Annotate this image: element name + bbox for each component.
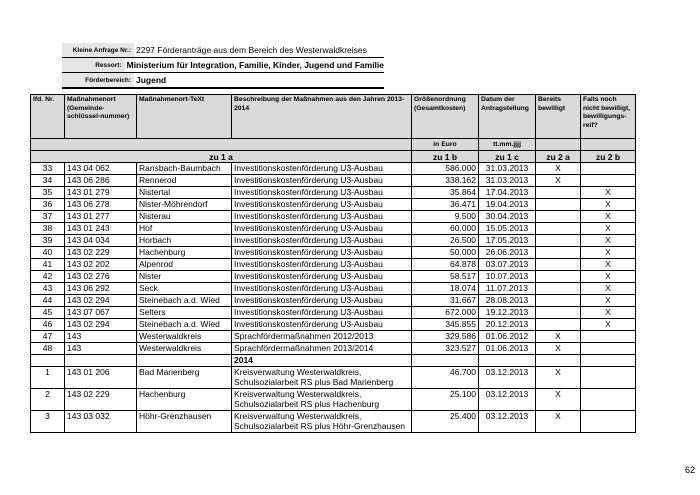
cell-ort: 143 01 206 — [65, 367, 137, 389]
cell-datum: 19.12.2013 — [479, 307, 536, 319]
cell-datum: 03.12.2013 — [479, 367, 536, 389]
year-label: 2014 — [232, 355, 412, 367]
cell-ort-text: Alpenrod — [137, 259, 232, 271]
cell-datum: 01.06.2013 — [479, 343, 536, 355]
col-header-nicht-bewilligt: Falls noch nicht bewilligt, bewilligungs-reif? — [581, 95, 636, 139]
cell-datum: 31.03.2013 — [479, 175, 536, 187]
cell-nicht-bewilligt: X — [581, 235, 636, 247]
col-header-beschreibung: Beschreibung der Maßnahmen aus den Jahren 2013-2014 — [232, 95, 412, 139]
cell-groesse: 18.074 — [412, 283, 479, 295]
cell-datum: 28.08.2013 — [479, 295, 536, 307]
cell-datum: 15.05.2013 — [479, 223, 536, 235]
ref-zu1b: zu 1 b — [412, 151, 479, 163]
cell-nr: 47 — [31, 331, 65, 343]
cell-nr: 36 — [31, 199, 65, 211]
cell-bewilligt: X — [536, 389, 581, 411]
col-header-bewilligt: Bereits bewilligt — [536, 95, 581, 139]
cell-nr: 37 — [31, 211, 65, 223]
cell-bewilligt: X — [536, 331, 581, 343]
cell-nr: 43 — [31, 283, 65, 295]
cell-groesse: 672.000 — [412, 307, 479, 319]
cell-nicht-bewilligt — [581, 343, 636, 355]
table-row — [31, 295, 636, 307]
year-separator-row — [31, 355, 636, 367]
cell-datum: 20.12.2013 — [479, 319, 536, 331]
cell-beschreibung: Investitionskostenförderung U3-Ausbau — [232, 259, 412, 271]
cell-ort: 143 02 229 — [65, 389, 137, 411]
cell-bewilligt — [536, 223, 581, 235]
cell-ort-text: Nister-Möhrendorf — [137, 199, 232, 211]
cell-ort: 143 06 292 — [65, 283, 137, 295]
cell-nicht-bewilligt: X — [581, 271, 636, 283]
cell-nr: 35 — [31, 187, 65, 199]
ref-zu1c: zu 1 c — [479, 151, 536, 163]
cell-groesse: 323.527 — [412, 343, 479, 355]
cell-ort: 143 — [65, 343, 137, 355]
cell-beschreibung: Investitionskostenförderung U3-Ausbau — [232, 247, 412, 259]
cell-nicht-bewilligt — [581, 163, 636, 175]
cell-ort-text: Steinebach a.d. Wied — [137, 295, 232, 307]
cell-empty — [479, 355, 536, 367]
cell-nr: 41 — [31, 259, 65, 271]
col-header-ort: Maßnahmenort (Gemeinde-schlüssel-nummer) — [65, 95, 137, 139]
cell-datum: 30.04.2013 — [479, 211, 536, 223]
table-row — [31, 199, 636, 211]
cell-groesse: 9.500 — [412, 211, 479, 223]
cell-ort-text: Hof — [137, 223, 232, 235]
cell-bewilligt — [536, 307, 581, 319]
ref-zu1a: zu 1 a — [31, 151, 412, 163]
cell-nicht-bewilligt: X — [581, 319, 636, 331]
cell-groesse: 46.700 — [412, 367, 479, 389]
anfrage-value: 2297 Förderanträge aus dem Bereich des Westerwaldkreises — [136, 45, 367, 55]
cell-datum: 03.12.2013 — [479, 411, 536, 433]
cell-bewilligt: X — [536, 367, 581, 389]
ressort-label: Ressort: — [62, 58, 125, 72]
cell-empty — [137, 355, 232, 367]
cell-datum: 10.07.2013 — [479, 271, 536, 283]
cell-bewilligt: X — [536, 343, 581, 355]
cell-ort-text: Seck — [137, 283, 232, 295]
ref-zu2a: zu 2 a — [536, 151, 581, 163]
foerderbereich-row — [62, 73, 384, 89]
ref-zu2b: zu 2 b — [581, 151, 636, 163]
cell-nicht-bewilligt: X — [581, 211, 636, 223]
cell-ort: 143 04 034 — [65, 235, 137, 247]
cell-groesse: 31.667 — [412, 295, 479, 307]
cell-ort: 143 02 202 — [65, 259, 137, 271]
cell-datum: 01.06.2012 — [479, 331, 536, 343]
cell-nicht-bewilligt: X — [581, 295, 636, 307]
cell-bewilligt: X — [536, 175, 581, 187]
cell-nr: 45 — [31, 307, 65, 319]
cell-beschreibung: Investitionskostenförderung U3-Ausbau — [232, 283, 412, 295]
cell-beschreibung: Investitionskostenförderung U3-Ausbau — [232, 271, 412, 283]
cell-ort: 143 01 279 — [65, 187, 137, 199]
cell-nicht-bewilligt — [581, 411, 636, 433]
foerderbereich-label: Förderbereich: — [62, 73, 134, 87]
cell-groesse: 338.162 — [412, 175, 479, 187]
units-row — [31, 139, 636, 151]
table-row — [31, 343, 636, 355]
cell-empty — [412, 355, 479, 367]
cell-datum: 11.07.2013 — [479, 283, 536, 295]
cell-groesse: 50.000 — [412, 247, 479, 259]
cell-beschreibung: Investitionskostenförderung U3-Ausbau — [232, 211, 412, 223]
table-row — [31, 259, 636, 271]
cell-datum: 26.06.2013 — [479, 247, 536, 259]
page-number: 62 — [684, 465, 695, 475]
cell-beschreibung: Investitionskostenförderung U3-Ausbau — [232, 295, 412, 307]
cell-beschreibung: Investitionskostenförderung U3-Ausbau — [232, 163, 412, 175]
cell-beschreibung: Investitionskostenförderung U3-Ausbau — [232, 223, 412, 235]
col-header-groesse: Größenordnung (Gesamtkosten) — [412, 95, 479, 139]
cell-nicht-bewilligt — [581, 367, 636, 389]
cell-empty — [65, 355, 137, 367]
cell-ort-text: Steinebach a.d. Wied — [137, 319, 232, 331]
cell-nr: 48 — [31, 343, 65, 355]
cell-nr: 34 — [31, 175, 65, 187]
cell-groesse: 36.471 — [412, 199, 479, 211]
cell-ort: 143 03 032 — [65, 411, 137, 433]
unit-date-format: tt.mm.jjjj — [479, 139, 536, 151]
beschreibung-line-1: Kreisverwaltung Westerwaldkreis, — [234, 389, 362, 399]
document-header — [62, 43, 384, 89]
cell-datum: 17.04.2013 — [479, 187, 536, 199]
col-header-nr: lfd. Nr. — [31, 95, 65, 139]
cell-nicht-bewilligt: X — [581, 283, 636, 295]
col-header-ort-text: Maßnahmenort-TeXt — [137, 95, 232, 139]
table-row — [31, 223, 636, 235]
beschreibung-line-2: Schulsozialarbeit RS plus Hachenburg — [234, 399, 380, 409]
cell-ort-text: Hachenburg — [137, 247, 232, 259]
cell-ort: 143 02 294 — [65, 319, 137, 331]
table-row — [31, 175, 636, 187]
cell-nicht-bewilligt: X — [581, 199, 636, 211]
table-row — [31, 331, 636, 343]
anfrage-label: Kleine Anfrage Nr.: — [62, 43, 134, 57]
cell-ort-text: Rennerod — [137, 175, 232, 187]
cell-groesse: 60.000 — [412, 223, 479, 235]
cell-ort-text: Nister — [137, 271, 232, 283]
col-header-datum: Datum der Antragstellung — [479, 95, 536, 139]
cell-ort: 143 02 229 — [65, 247, 137, 259]
cell-nr: 3 — [31, 411, 65, 433]
cell-beschreibung — [232, 411, 412, 433]
cell-nr: 33 — [31, 163, 65, 175]
ressort-row — [62, 58, 384, 73]
cell-ort-text: Hachenburg — [137, 389, 232, 411]
cell-nicht-bewilligt — [581, 331, 636, 343]
foerderbereich-value: Jugend — [136, 75, 167, 85]
cell-bewilligt: X — [536, 163, 581, 175]
cell-groesse: 26.500 — [412, 235, 479, 247]
cell-nr: 39 — [31, 235, 65, 247]
cell-groesse: 586.000 — [412, 163, 479, 175]
cell-beschreibung: Sprachfördermaßnahmen 2013/2014 — [232, 343, 412, 355]
cell-ort: 143 — [65, 331, 137, 343]
cell-bewilligt — [536, 235, 581, 247]
table-row — [31, 307, 636, 319]
table-row — [31, 319, 636, 331]
cell-nr: 42 — [31, 271, 65, 283]
table-row — [31, 411, 636, 433]
cell-nicht-bewilligt: X — [581, 307, 636, 319]
cell-ort-text: Höhr-Grenzhausen — [137, 411, 232, 433]
cell-beschreibung — [232, 367, 412, 389]
cell-ort-text: Selters — [137, 307, 232, 319]
cell-beschreibung: Investitionskostenförderung U3-Ausbau — [232, 199, 412, 211]
cell-ort: 143 07 067 — [65, 307, 137, 319]
cell-empty — [581, 355, 636, 367]
foerderantraege-table — [30, 94, 636, 433]
cell-ort-text: Ransbach-Baumbach — [137, 163, 232, 175]
cell-beschreibung: Investitionskostenförderung U3-Ausbau — [232, 307, 412, 319]
cell-groesse: 58.517 — [412, 271, 479, 283]
cell-datum: 03.12.2013 — [479, 389, 536, 411]
table-row — [31, 247, 636, 259]
cell-beschreibung — [232, 389, 412, 411]
beschreibung-line-2: Schulsozialarbeit RS plus Höhr-Grenzhausen — [234, 421, 406, 431]
table-row — [31, 211, 636, 223]
anfrage-row — [62, 43, 384, 58]
cell-beschreibung: Investitionskostenförderung U3-Ausbau — [232, 235, 412, 247]
cell-beschreibung: Sprachfördermaßnahmen 2012/2013 — [232, 331, 412, 343]
cell-nr: 40 — [31, 247, 65, 259]
unit-euro: in Euro — [412, 139, 479, 151]
cell-nr: 38 — [31, 223, 65, 235]
cell-nicht-bewilligt: X — [581, 259, 636, 271]
table-row — [31, 235, 636, 247]
cell-empty — [536, 355, 581, 367]
cell-ort: 143 06 286 — [65, 175, 137, 187]
table-row — [31, 271, 636, 283]
cell-groesse: 25.100 — [412, 389, 479, 411]
cell-ort-text: Nisterau — [137, 211, 232, 223]
cell-bewilligt — [536, 199, 581, 211]
cell-groesse: 64.878 — [412, 259, 479, 271]
cell-bewilligt — [536, 271, 581, 283]
table-row — [31, 163, 636, 175]
table-row — [31, 367, 636, 389]
cell-groesse: 35.864 — [412, 187, 479, 199]
cell-ort: 143 04 062 — [65, 163, 137, 175]
cell-nr: 46 — [31, 319, 65, 331]
cell-nicht-bewilligt: X — [581, 247, 636, 259]
cell-datum: 03.07.2013 — [479, 259, 536, 271]
cell-ort-text: Westerwaldkreis — [137, 331, 232, 343]
cell-nr: 44 — [31, 295, 65, 307]
cell-bewilligt — [536, 247, 581, 259]
cell-groesse: 345.855 — [412, 319, 479, 331]
cell-bewilligt — [536, 259, 581, 271]
cell-ort-text: Nistertal — [137, 187, 232, 199]
beschreibung-line-2: Schulsozialarbeit RS plus Bad Marienberg — [234, 377, 394, 387]
cell-ort: 143 02 276 — [65, 271, 137, 283]
cell-beschreibung: Investitionskostenförderung U3-Ausbau — [232, 319, 412, 331]
cell-ort-text: Westerwaldkreis — [137, 343, 232, 355]
cell-ort: 143 01 243 — [65, 223, 137, 235]
cell-beschreibung: Investitionskostenförderung U3-Ausbau — [232, 175, 412, 187]
cell-bewilligt — [536, 283, 581, 295]
cell-ort: 143 02 294 — [65, 295, 137, 307]
cell-beschreibung: Investitionskostenförderung U3-Ausbau — [232, 187, 412, 199]
cell-nr: 1 — [31, 367, 65, 389]
cell-ort-text: Bad Marienberg — [137, 367, 232, 389]
cell-datum: 19.04.2013 — [479, 199, 536, 211]
cell-bewilligt — [536, 295, 581, 307]
cell-groesse: 25.400 — [412, 411, 479, 433]
table-row — [31, 283, 636, 295]
cell-ort-text: Horbach — [137, 235, 232, 247]
cell-datum: 31.03.2013 — [479, 163, 536, 175]
cell-nicht-bewilligt: X — [581, 187, 636, 199]
cell-nicht-bewilligt: X — [581, 223, 636, 235]
reference-row — [31, 151, 636, 163]
ressort-value: Ministerium für Integration, Familie, Kinder, Jugend und Familie — [126, 60, 384, 70]
cell-nicht-bewilligt — [581, 389, 636, 411]
column-header-row — [31, 95, 636, 139]
cell-bewilligt — [536, 319, 581, 331]
cell-bewilligt — [536, 211, 581, 223]
cell-empty — [31, 355, 65, 367]
table-row — [31, 389, 636, 411]
cell-ort: 143 01 277 — [65, 211, 137, 223]
cell-bewilligt: X — [536, 411, 581, 433]
cell-datum: 17.05.2013 — [479, 235, 536, 247]
beschreibung-line-1: Kreisverwaltung Westerwaldkreis, — [234, 367, 362, 377]
cell-bewilligt — [536, 187, 581, 199]
beschreibung-line-1: Kreisverwaltung Westerwaldkreis, — [234, 411, 362, 421]
table-row — [31, 187, 636, 199]
cell-nr: 2 — [31, 389, 65, 411]
cell-ort: 143 06 278 — [65, 199, 137, 211]
cell-nicht-bewilligt — [581, 175, 636, 187]
cell-groesse: 329.586 — [412, 331, 479, 343]
